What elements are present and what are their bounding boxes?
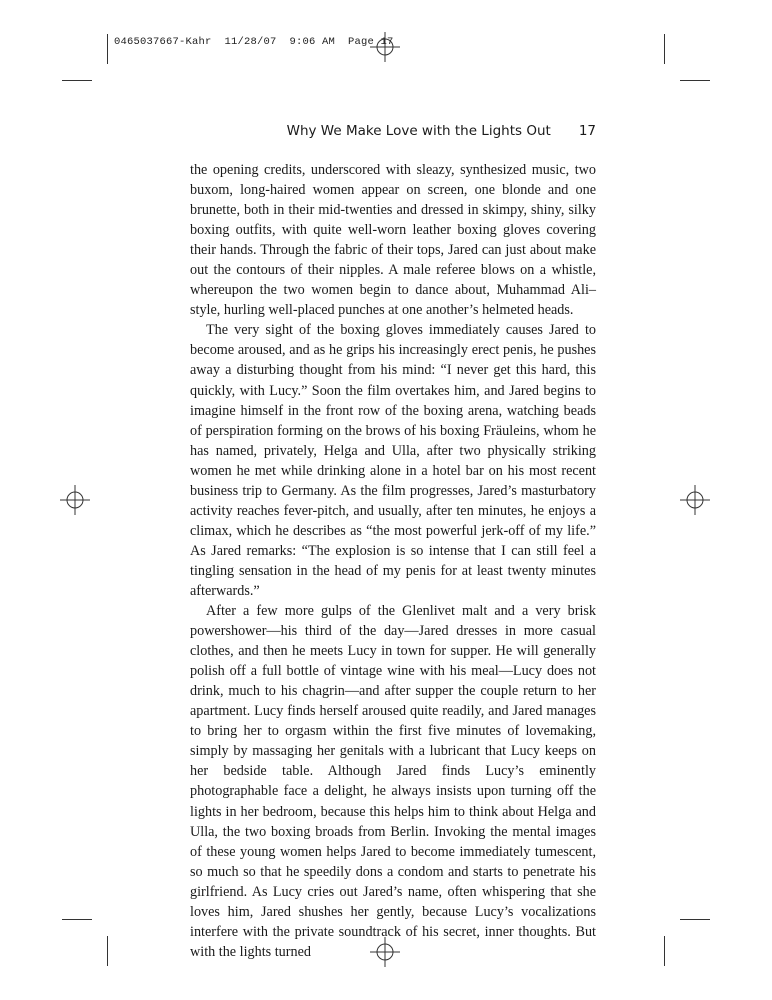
- crop-mark-bottom-right-vertical: [664, 936, 665, 966]
- body-text: [190, 160, 596, 962]
- crop-mark-top-left-horizontal: [62, 80, 92, 81]
- running-head-title: Why We Make Love with the Lights Out: [286, 123, 551, 139]
- crop-mark-top-right-horizontal: [680, 80, 710, 81]
- crop-mark-top-left-vertical: [107, 34, 108, 64]
- registration-mark-top-icon: [370, 32, 400, 62]
- running-head: [190, 123, 596, 139]
- page-number: 17: [578, 123, 596, 139]
- registration-mark-right-icon: [680, 485, 710, 515]
- crop-mark-bottom-right-horizontal: [680, 919, 710, 920]
- paragraph: the opening credits, underscored with sleazy, synthesized music, two buxom, long-haired women appear on screen, one blonde and one brunette, both in their mid-twenties and dressed in skimpy, shiny, silky boxing outfits, with quite well-worn leather boxing gloves covering their hands. Through the fabric of their tops, Jared can just about make out the contours of their nipples. A male referee blows on a whistle, whereupon the two women begin to dance about, Muhammad Ali–style, hurling well-placed punches at one another’s helmeted heads.: [190, 162, 596, 319]
- crop-mark-bottom-left-horizontal: [62, 919, 92, 920]
- paragraph: After a few more gulps of the Glenlivet malt and a very brisk powershower—his third of the day—Jared dresses in more casual clothes, and then he meets Lucy in town for supper. He will generally polish off a full bottle of vintage wine with his meal—Lucy does not drink, much to his chagrin—and after supper the couple return to her apartment. Lucy finds herself aroused quite readily, and Jared manages to bring her to orgasm within the first five minutes of lovemaking, simply by massaging her genitals with a lubricant that Lucy keeps on her bedside table. Although Jared finds Lucy’s eminently photographable face a delight, he always insists upon turning off the lights in her bedroom, because this helps him to think about Helga and Ulla, the two boxing broads from Berlin. Invoking the mental images of these young women helps Jared to become immediately tumescent, so much so that he speedily dons a condom and starts to penetrate his girlfriend. As Lucy cries out Jared’s name, often whispering that she loves him, Jared shushes her gently, because Lucy’s vocalizations interfere with the private soundtrack of his secret, inner thoughts. But with the lights turned: [190, 603, 596, 960]
- registration-mark-left-icon: [60, 485, 90, 515]
- crop-mark-top-right-vertical: [664, 34, 665, 64]
- crop-mark-bottom-left-vertical: [107, 936, 108, 966]
- printer-slug: 0465037667-Kahr 11/28/07 9:06 AM Page 17: [114, 36, 394, 48]
- paragraph: The very sight of the boxing gloves immediately causes Jared to become aroused, and as he grips his increasingly erect penis, he pushes away a disturbing thought from his mind: “I never get this hard, this quickly, with Lucy.” Soon the film overtakes him, and Jared begins to imagine himself in the front row of the boxing arena, watching beads of perspiration forming on the brows of his boxing Fräuleins, whom he has named, privately, Helga and Ulla, after two physically striking women he met while drinking alone in a hotel bar on his most recent business trip to Germany. As the film progresses, Jared’s masturbatory activity reaches fever-pitch, and usually, after ten minutes, he enjoys a climax, which he describes as “the most powerful jerk-off of my life.” As Jared remarks: “The explosion is so intense that I can still feel a tingling sensation in the head of my penis for at least twenty minutes afterwards.”: [190, 322, 596, 599]
